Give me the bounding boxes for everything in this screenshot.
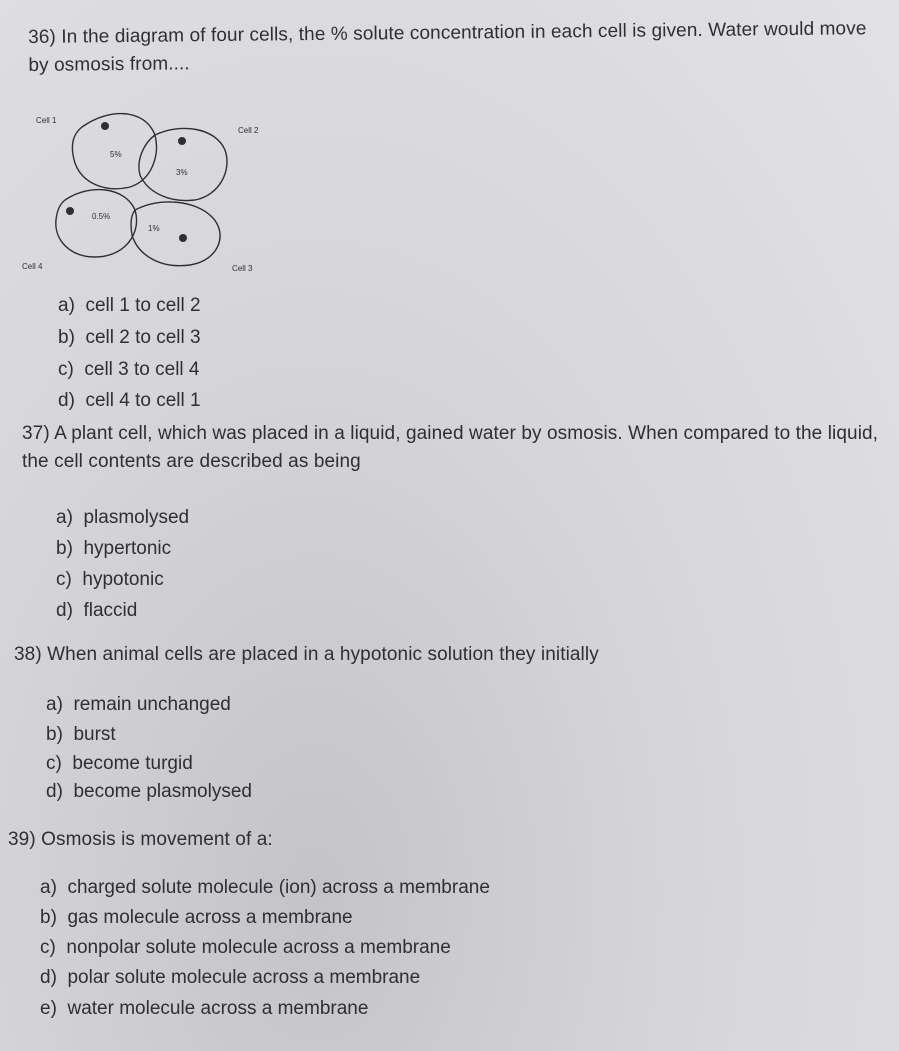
option-letter: d) [58, 390, 75, 411]
cell-3-nucleus [179, 234, 187, 242]
cell-1-concentration: 5% [110, 150, 122, 159]
option-text: hypotonic [82, 569, 164, 590]
option-text: flaccid [83, 600, 138, 621]
option-text: nonpolar solute molecule across a membrane [66, 937, 451, 958]
cell-4-label: Cell 4 [22, 262, 43, 271]
question-37-text: 37) A plant cell, which was placed in a liquid, gained water by osmosis. When compared to the liquid, the cell contents are described as being [22, 423, 879, 472]
q38-option-b[interactable] [46, 723, 116, 747]
cell-4-membrane [56, 190, 137, 257]
q36-option-b[interactable] [58, 326, 201, 350]
question-36-text: 36) In the diagram of four cells, the % solute concentration in each cell is given. Water would move by osmosis from.... [28, 18, 867, 76]
q37-option-d[interactable] [56, 599, 137, 623]
option-letter: a) [56, 507, 73, 528]
option-text: become plasmolysed [73, 781, 252, 802]
option-letter: d) [46, 781, 63, 802]
cell-2-label: Cell 2 [238, 126, 259, 135]
option-text: polar solute molecule across a membrane [67, 967, 421, 988]
option-text: cell 2 to cell 3 [85, 327, 201, 348]
option-letter: c) [58, 359, 74, 380]
cell-3-membrane [131, 202, 220, 266]
q37-option-c[interactable] [56, 568, 164, 592]
cell-1-label: Cell 1 [36, 116, 57, 125]
q36-option-a[interactable] [58, 294, 201, 318]
question-39-text: 39) Osmosis is movement of a: [8, 829, 273, 850]
option-letter: c) [46, 753, 62, 774]
option-text: charged solute molecule (ion) across a membrane [67, 877, 490, 898]
cell-1-nucleus [101, 122, 109, 130]
cell-3-concentration: 1% [148, 224, 160, 233]
q38-option-a[interactable] [46, 693, 231, 717]
cell-3-label: Cell 3 [232, 264, 253, 273]
q37-option-b[interactable] [56, 537, 171, 561]
option-text: plasmolysed [83, 507, 190, 528]
option-letter: d) [56, 600, 73, 621]
option-text: become turgid [72, 753, 193, 774]
q36-option-c[interactable] [58, 358, 200, 382]
option-letter: a) [58, 295, 75, 316]
question-38-text: 38) When animal cells are placed in a hypotonic solution they initially [14, 644, 599, 665]
q38-option-d[interactable] [46, 780, 252, 804]
option-letter: b) [56, 538, 73, 559]
option-text: cell 4 to cell 1 [85, 390, 201, 411]
q39-option-d[interactable] [40, 966, 420, 990]
option-text: water molecule across a membrane [67, 998, 369, 1019]
cell-2-nucleus [178, 137, 186, 145]
q37-option-a[interactable] [56, 506, 189, 530]
option-letter: b) [40, 907, 57, 928]
option-letter: c) [56, 569, 72, 590]
q36-option-d[interactable] [58, 389, 201, 413]
q39-option-e[interactable] [40, 997, 368, 1021]
q39-option-a[interactable] [40, 876, 490, 900]
cell-2-concentration: 3% [176, 168, 188, 177]
option-letter: a) [40, 877, 57, 898]
q38-option-c[interactable] [46, 752, 193, 776]
four-cells-diagram [20, 105, 280, 285]
option-text: gas molecule across a membrane [67, 907, 353, 928]
option-letter: b) [58, 327, 75, 348]
option-letter: c) [40, 937, 56, 958]
option-letter: d) [40, 967, 57, 988]
option-text: hypertonic [83, 538, 172, 559]
option-letter: a) [46, 694, 63, 715]
option-letter: e) [40, 998, 57, 1019]
cell-4-nucleus [66, 207, 74, 215]
q39-option-b[interactable] [40, 906, 353, 930]
option-text: burst [73, 724, 116, 745]
option-text: cell 1 to cell 2 [85, 295, 201, 316]
q39-option-c[interactable] [40, 936, 451, 960]
option-letter: b) [46, 724, 63, 745]
cell-4-concentration: 0.5% [92, 212, 111, 221]
option-text: cell 3 to cell 4 [84, 359, 200, 380]
option-text: remain unchanged [73, 694, 231, 715]
